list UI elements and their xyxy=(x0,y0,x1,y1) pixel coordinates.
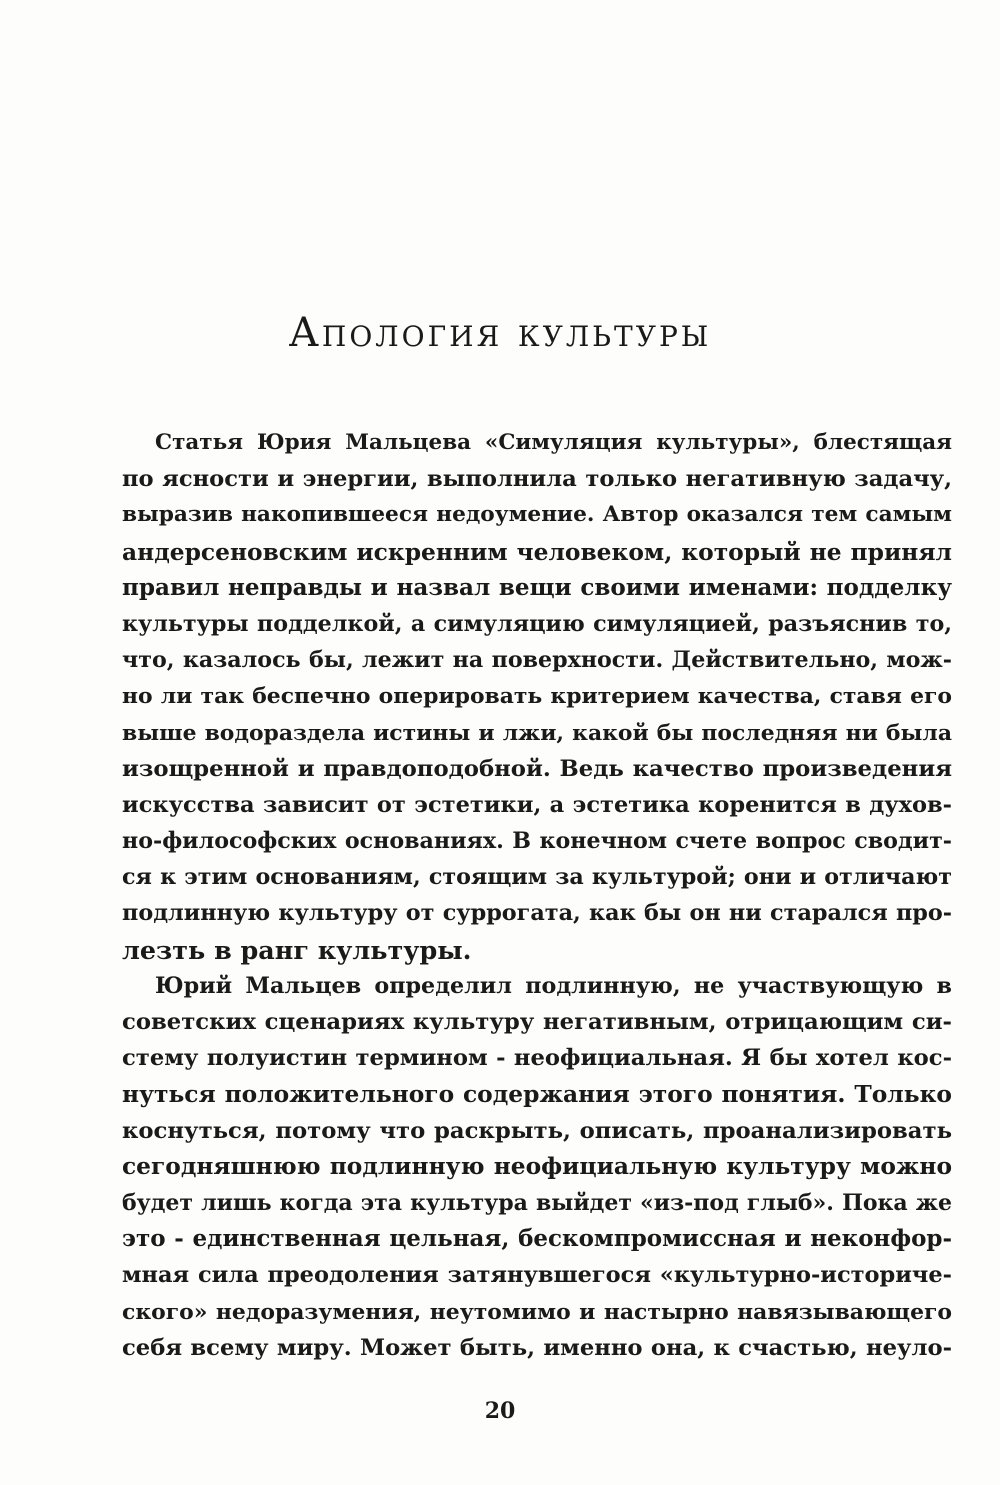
text-line: правил неправды и назвал вещи своими именами: подделку xyxy=(122,573,952,601)
text-line: подлинную культуру от суррогата, как бы он ни старался про- xyxy=(122,900,952,927)
text-line: это - единственная цельная, бескомпромиссная и неконфор- xyxy=(122,1225,952,1253)
paragraph-2 xyxy=(122,968,952,1366)
text-line: советских сценариях культуру негативным, отрицающим си- xyxy=(122,1009,952,1035)
text-line: изощренной и правдоподобной. Ведь качество произведения xyxy=(122,755,952,782)
page-number: 20 xyxy=(484,1398,516,1424)
body-text xyxy=(122,425,952,1366)
text-line: выше водораздела истины и лжи, какой бы последняя ни была xyxy=(122,719,952,746)
text-line: нуться положительного содержания этого понятия. Только xyxy=(122,1080,952,1109)
text-line: будет лишь когда эта культура выйдет «из-под глыб». Пока же xyxy=(122,1189,952,1216)
text-line: ского» недоразумения, неутомимо и настырно навязывающего xyxy=(122,1298,952,1325)
text-line: ся к этим основаниям, стоящим за культурой; они и отличают xyxy=(122,864,952,891)
text-line: сегодняшнюю подлинную неофициальную культуру можно xyxy=(122,1152,952,1180)
text-line: выразив накопившееся недоумение. Автор оказался тем самым xyxy=(122,502,952,528)
text-line: что, казалось бы, лежит на поверхности. Действительно, мож- xyxy=(122,647,952,674)
text-line: себя всему миру. Может быть, именно она, к счастью, неуло- xyxy=(122,1334,952,1361)
text-line: Юрий Мальцев определил подлинную, не участвующую в xyxy=(155,972,952,999)
text-line: стему полуистин термином - неофициальная. Я бы хотел кос- xyxy=(122,1045,952,1072)
text-line: но-философских основаниях. В конечном счете вопрос сводит- xyxy=(122,828,952,855)
paragraph-1 xyxy=(122,425,952,968)
chapter-title: Апология культуры xyxy=(288,310,712,356)
text-line: культуры подделкой, а симуляцию симуляцией, разъяснив то, xyxy=(122,610,952,637)
text-line: лезть в ранг культуры. xyxy=(122,934,472,965)
text-line: искусства зависит от эстетики, а эстетика коренится в духов- xyxy=(122,791,952,818)
text-line: по ясности и энергии, выполнила только негативную задачу, xyxy=(122,466,952,493)
text-line: андерсеновским искренним человеком, который не принял xyxy=(122,537,952,566)
text-line: мная сила преодоления затянувшегося «культурно-историче- xyxy=(122,1262,952,1289)
text-line: Статья Юрия Мальцева «Симуляция культуры», блестящая xyxy=(155,430,952,455)
text-line: но ли так беспечно оперировать критерием качества, ставя его xyxy=(122,683,952,710)
text-line: коснуться, потому что раскрыть, описать, проанализировать xyxy=(122,1117,952,1144)
